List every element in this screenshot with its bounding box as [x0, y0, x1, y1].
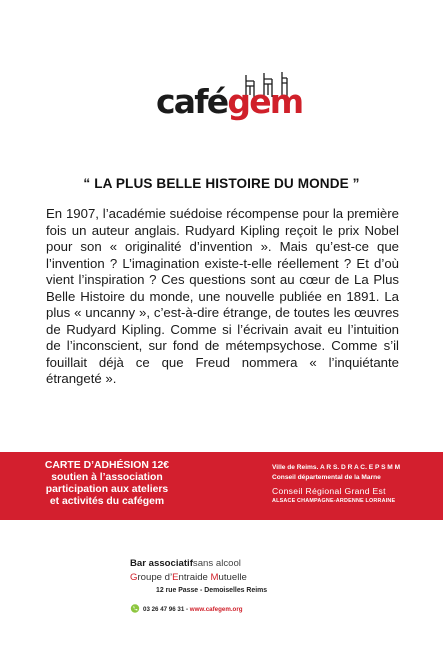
logo-wordmark	[156, 84, 302, 120]
partners-region: Conseil Régional Grand Est	[272, 486, 386, 496]
membership-line: participation aux ateliers	[45, 484, 169, 495]
membership-info	[0, 460, 214, 508]
contact-line	[130, 604, 243, 615]
phone-icon	[130, 604, 140, 613]
partners-region-sub: ALSACE CHAMPAGNE-ARDENNE LORRAINE	[272, 498, 396, 504]
group-initial-g: G	[130, 572, 138, 583]
membership-line: et activités du cafégem	[49, 496, 165, 507]
group-part-3: utuelle	[218, 572, 247, 583]
bar-tagline-light: sans alcool	[192, 558, 241, 569]
membership-band	[0, 452, 443, 520]
partners-line-2: Conseil départemental de la Marne	[272, 474, 381, 481]
address: 12 rue Passe - Demoiselles Reims	[156, 587, 268, 594]
body-paragraph: En 1907, l’académie suédoise récompense pour la première fois un auteur anglais. Rudyard Kipling reçoit le prix Nobel pour son « originalité d’invention ». Mais qu’est-ce que l’invention ? L’imagination existe-t-elle réellement ? Et d’où vient l’inspiration ? Ces questions sont au cœur de La Plus Belle Histoire du monde, une nouvelle publiée en 1891. La plus « uncanny », c’est-à-dire étrange, de toutes les œuvres de Rudyard Kipling. Comme si l’écrivain avait eu l’intuition de l’inconscient, sur fond de métempsychose. Comme s’il fouillait déjà ce que Freud nommera « l’inquiétante étrangeté ».	[46, 206, 399, 386]
membership-line: soutien à l’association	[51, 472, 163, 483]
page-title: “ LA PLUS BELLE HISTOIRE DU MONDE ”	[83, 176, 360, 191]
group-part-1: roupe d’	[137, 572, 173, 583]
bar-tagline	[130, 557, 330, 571]
membership-line: CARTE D’ADHÉSION 12€	[44, 460, 170, 471]
bar-tagline-strong: Bar associatif	[130, 558, 193, 569]
phone-number: 03 26 47 96 31 -	[143, 606, 190, 613]
logo-gem-text: gem	[227, 82, 303, 121]
partners-line-1: Ville de Reims. A R S. D R A C. E P S M M	[272, 464, 401, 471]
partners-block	[272, 463, 402, 505]
website-link[interactable]: www.cafegem.org	[189, 606, 243, 613]
footer-contact	[130, 557, 330, 613]
group-initial-m: M	[210, 572, 219, 583]
group-part-2: ntraide	[178, 572, 211, 583]
group-name	[130, 571, 330, 585]
cafegem-logo	[156, 72, 303, 122]
logo-cafe-text: café	[156, 82, 228, 121]
group-initial-e: E	[172, 572, 179, 583]
